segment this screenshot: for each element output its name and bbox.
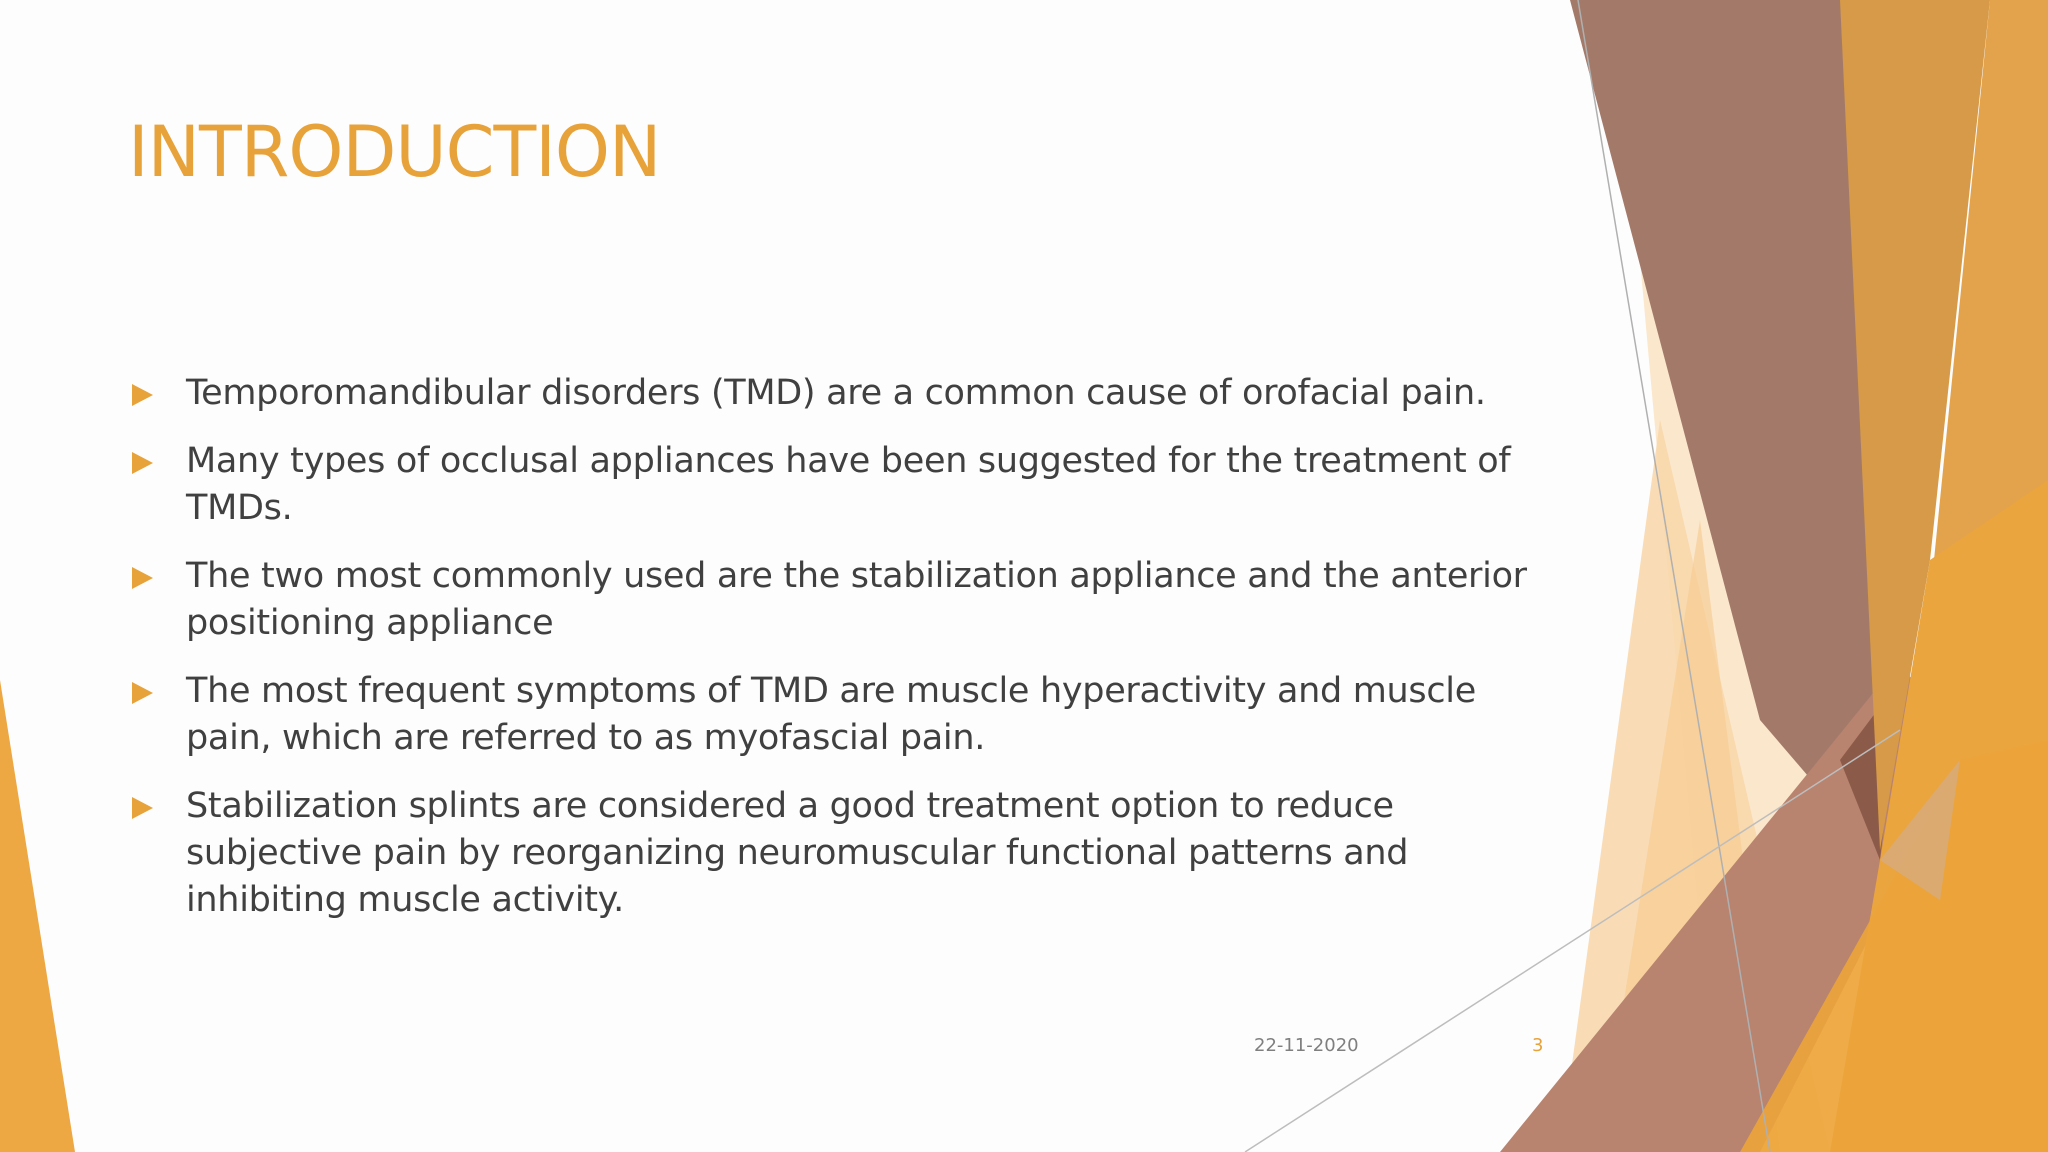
bullet-text: Many types of occlusal appliances have been suggested for the treatment of TMDs. xyxy=(186,441,1511,528)
bullet-text: Stabilization splints are considered a good treatment option to reduce subjective pain by reorganizing neuromuscular functional patterns and inhibiting muscle activity. xyxy=(186,786,1409,920)
slide-title: INTRODUCTION xyxy=(128,111,661,193)
bullet-list xyxy=(128,370,1568,945)
footer-date: 22-11-2020 xyxy=(1254,1035,1359,1056)
bullet-text: The two most commonly used are the stabilization appliance and the anterior positioning appliance xyxy=(186,556,1527,643)
bullet-item xyxy=(128,783,1568,924)
bullet-item xyxy=(128,553,1568,647)
bullet-text: Temporomandibular disorders (TMD) are a common cause of orofacial pain. xyxy=(186,373,1486,413)
bullet-text: The most frequent symptoms of TMD are muscle hyperactivity and muscle pain, which are referred to as myofascial pain. xyxy=(186,671,1476,758)
triangle-right-icon xyxy=(132,682,153,704)
bullet-item xyxy=(128,370,1568,417)
triangle-right-icon xyxy=(132,452,153,474)
slide-number: 3 xyxy=(1532,1035,1544,1056)
triangle-right-icon xyxy=(132,567,153,589)
bullet-item xyxy=(128,668,1568,762)
bullet-item xyxy=(128,438,1568,532)
triangle-right-icon xyxy=(132,797,153,819)
left-orange-facet xyxy=(0,680,75,1152)
triangle-right-icon xyxy=(132,384,153,406)
